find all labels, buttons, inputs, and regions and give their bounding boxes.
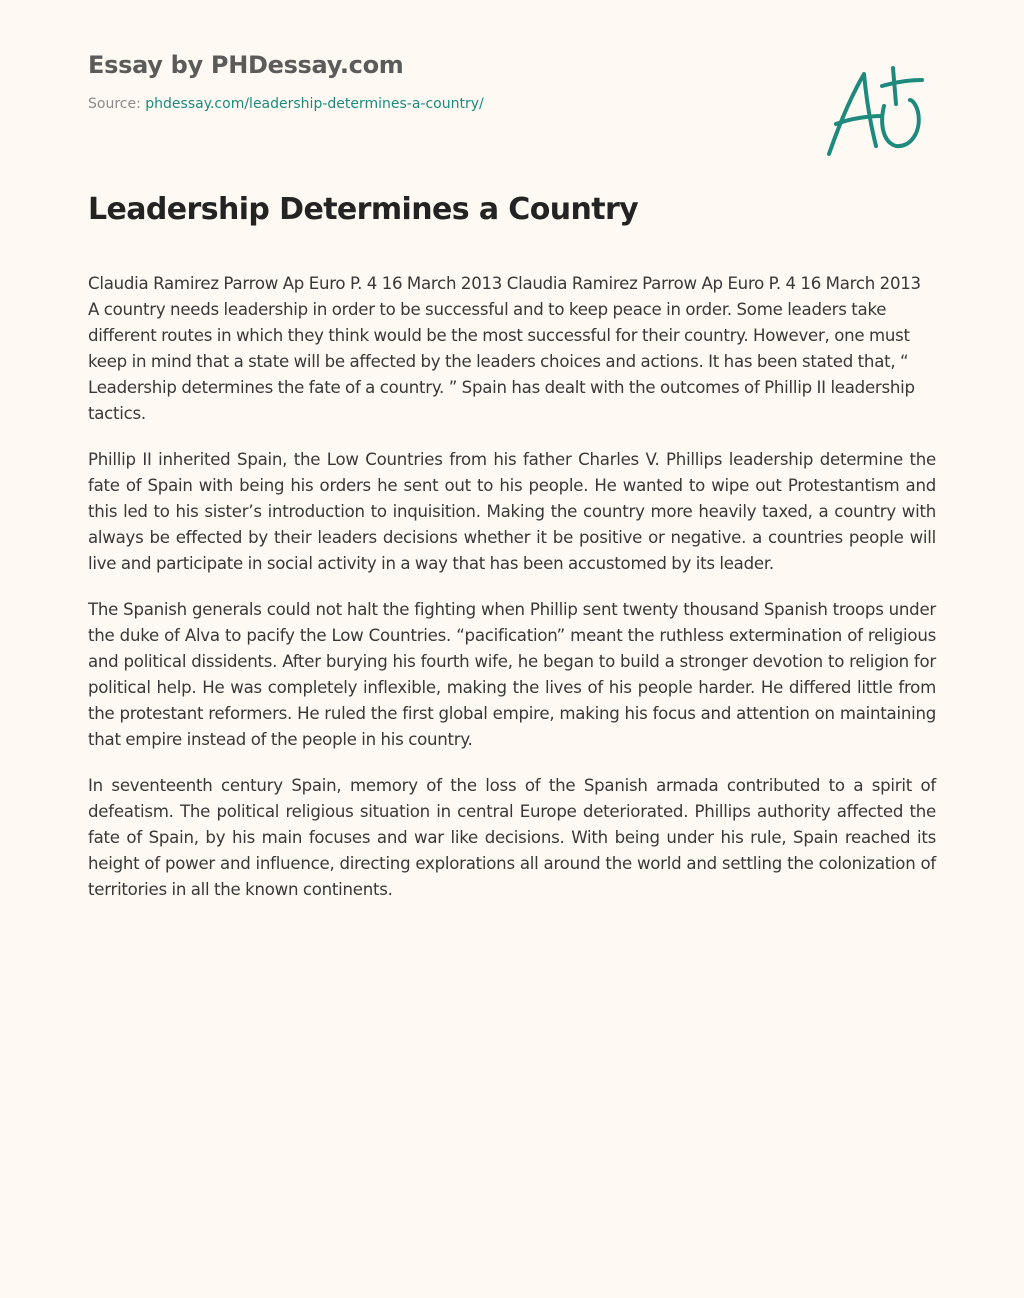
essay-paragraph: The Spanish generals could not halt the fighting when Phillip sent twenty thousand Spanish troops under the duke of Alva to pacify the Low Countries. “pacification” meant the ruthless extermination of religious and political dissidents. After burying his fourth wife, he began to build a stronger devotion to religion for political help. He was completely inflexible, making the lives of his people harder. He differed little from the protestant reformers. He ruled the first global empire, making his focus and attention on maintaining that empire instead of the people in his country. bbox=[88, 600, 936, 749]
site-title: Essay by PHDessay.com bbox=[88, 51, 404, 79]
essay-paragraph: In seventeenth century Spain, memory of the loss of the Spanish armada contributed to a spirit of defeatism. The political religious situation in central Europe deteriorated. Phillips authority affected the fate of Spain, by his main focuses and war like decisions. With being under his rule, Spain reached its height of power and influence, directing explorations all around the world and settling the colonization of territories in all the known continents. bbox=[88, 776, 936, 899]
source-link[interactable]: phdessay.com/leadership-determines-a-country/ bbox=[145, 96, 484, 112]
page-header bbox=[88, 48, 788, 114]
source-label: Source: bbox=[88, 96, 146, 112]
a-plus-logo bbox=[818, 62, 930, 162]
essay-paragraph: Claudia Ramirez Parrow Ap Euro P. 4 16 March 2013 Claudia Ramirez Parrow Ap Euro P. 4 16 March 2013 A country needs leadership in order to be successful and to keep peace in order. Some leaders take different routes in which they think would be the most successful for their country. However, one must keep in mind that a state will be affected by the leaders choices and actions. It has been stated that, “ Leadership determines the fate of a country. ” Spain has dealt with the outcomes of Phillip II leadership tactics. bbox=[88, 274, 921, 423]
essay-paragraph: Phillip II inherited Spain, the Low Countries from his father Charles V. Phillips leadership determine the fate of Spain with being his orders he sent out to his people. He wanted to wipe out Protestantism and this led to his sister’s introduction to inquisition. Making the country more heavily taxed, a country with always be effected by their leaders decisions whether it be positive or negative. a countries people will live and participate in social activity in a way that has been accustomed by its leader. bbox=[88, 450, 936, 573]
essay-body bbox=[88, 271, 936, 923]
source-line bbox=[88, 94, 788, 114]
essay-title: Leadership Determines a Country bbox=[88, 192, 639, 227]
